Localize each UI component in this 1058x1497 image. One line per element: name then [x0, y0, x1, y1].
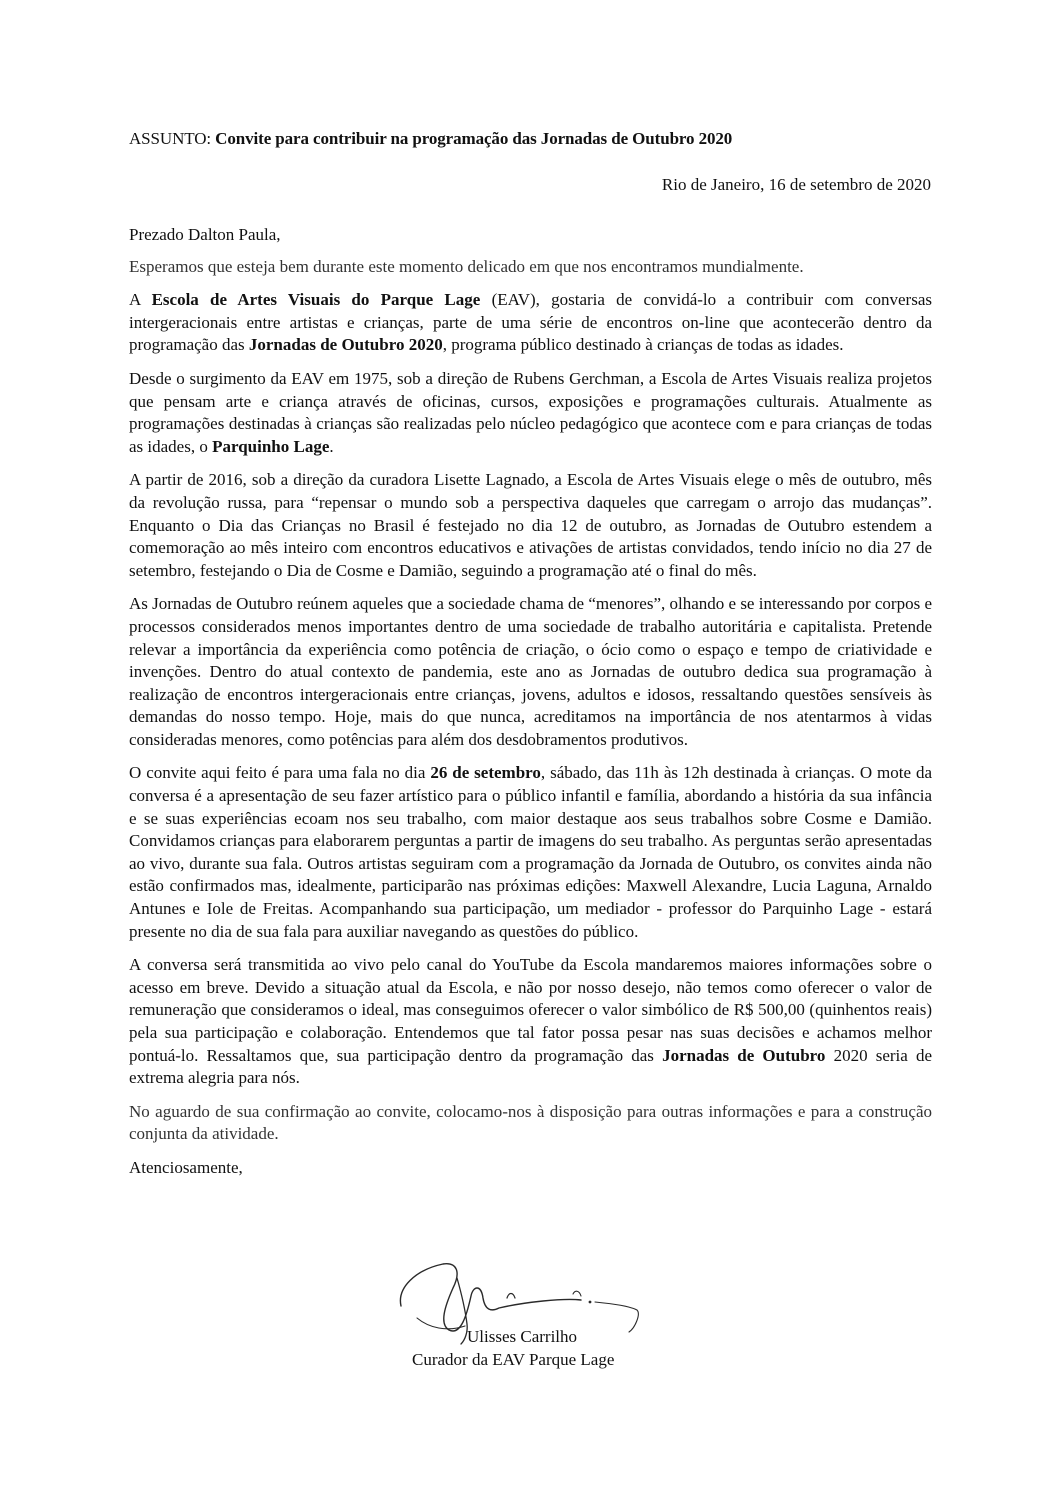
paragraph-2-text-c: (EAV), gostaria de convidá-lo a contribuir com conversas intergeracionais entre artistas e crianças, parte de uma série de encontros on-line que acontecerão dentro da programação das [129, 290, 932, 355]
paragraph-7-text-c: 2020 seria de extrema alegria para nós. [129, 1045, 933, 1088]
paragraph-6-text-c: , sábado, das 11h às 12h destinada à crianças. O mote da conversa é a apresentação de seu fazer artístico para o público infantil e família, abordando a história da sua infância e se suas experiências ecoam nos seu trabalho, com maior destaque aos seus trabalhos sobre Cosme e Damião. Convidamos crianças para elaborarem perguntas a partir de imagens do seu trabalho. As perguntas serão apresentadas ao vivo, durante sua fala. Outros artistas seguiram com a programação da Jornada de Outubro, os convites ainda não estão confirmados mas, idealmente, participarão nas próximas edições: Maxwell Alexandre, Lucia Laguna, Arnaldo Antunes e Iole de Freitas. Acompanhando sua participação, um mediador - professor do Parquinho Lage - estará presente no dia de sua fala para auxiliar navegando as questões do público. [129, 763, 932, 941]
paragraph-2-text-a: A [129, 290, 152, 310]
paragraph-6 [129, 762, 932, 943]
subject-title: Convite para contribuir na programação das Jornadas de Outubro 2020 [215, 129, 733, 148]
paragraph-8: No aguardo de sua confirmação ao convite, colocamo-nos à disposição para outras informações e para a construção conjunta da atividade. [129, 1101, 932, 1144]
paragraph-5: As Jornadas de Outubro reúnem aqueles que a sociedade chama de “menores”, olhando e se interessando por corpos e processos considerados menos importantes dentro de uma sociedade de trabalho autoritária e capitalista. Pretende relevar a importância da experiência como potência de criação, o ócio como o espaço e tempo de criatividade e invenções. Dentro do atual contexto de pandemia, este ano as Jornadas de outubro dedica sua programação à realização de encontros intergeracionais entre crianças, jovens, adultos e idosos, ressaltando questões sensíveis às demandas do nosso tempo. Hoje, mais do que nunca, acreditamos na importância de nos atentarmos à vidas consideradas menores, como potências para além dos desdobramentos produtivos. [129, 594, 932, 749]
paragraph-3-bold-parquinho: Parquinho Lage [212, 436, 330, 456]
signatory-name: Ulisses Carrilho [467, 1327, 578, 1346]
paragraph-2 [129, 289, 932, 357]
subject-prefix: ASSUNTO: [129, 129, 216, 148]
paragraph-2-bold-jornadas: Jornadas de Outubro 2020 [248, 335, 443, 355]
paragraph-7-bold-jornadas: Jornadas de Outubro [662, 1045, 826, 1065]
subject-line [129, 129, 732, 149]
paragraph-6-bold-date: 26 de setembro [430, 763, 541, 783]
signature-block [395, 1258, 655, 1378]
paragraph-7-text-a: A conversa será transmitida ao vivo pelo canal do YouTube da Escola mandaremos maiores informações sobre o acesso em breve. Devido a situação atual da Escola, e não por nosso desejo, não temos como oferecer o valor de remuneração que consideramos o ideal, mas conseguimos oferecer o valor simbólico de R$ 500,00 (quinhentos reais) pela sua participação e colaboração. Entendemos que tal fator possa pesar nas suas decisões e achamos melhor pontuá-lo. Ressaltamos que, sua participação dentro da programação das [129, 955, 932, 1065]
paragraph-7 [129, 954, 932, 1090]
paragraph-3-text-c: . [329, 436, 334, 456]
letter-date: Rio de Janeiro, 16 de setembro de 2020 [661, 175, 931, 194]
letter-body [129, 224, 932, 1191]
paragraph-2-text-e: , programa público destinado à crianças de todas as idades. [442, 335, 844, 355]
paragraph-3-text-a: Desde o surgimento da EAV em 1975, sob a direção de Rubens Gerchman, a Escola de Artes Visuais realiza projetos que pensam arte e criança através de oficinas, cursos, exposições e programações culturais. Atualmente as programações destinadas à crianças são realizadas pelo núcleo pedagógico que acontece com e para crianças de todas as idades, o [129, 368, 932, 456]
paragraph-6-text-a: O convite aqui feito é para uma fala no dia [129, 763, 431, 783]
paragraph-2-bold-school: Escola de Artes Visuais do Parque Lage [151, 290, 481, 310]
closing: Atenciosamente, [129, 1157, 243, 1177]
paragraph-3 [129, 368, 932, 458]
paragraph-1: Esperamos que esteja bem durante este momento delicado em que nos encontramos mundialmente. [129, 256, 804, 276]
signatory-title: Curador da EAV Parque Lage [412, 1350, 615, 1369]
paragraph-4: A partir de 2016, sob a direção da curadora Lisette Lagnado, a Escola de Artes Visuais elege o mês de outubro, mês da revolução russa, para “repensar o mundo sob a perspectiva daqueles que carregam o arrojo das mudanças”. Enquanto o Dia das Crianças no Brasil é festejado no dia 12 de outubro, as Jornadas de Outubro estendem a comemoração ao mês inteiro com encontros educativos e ativações de artistas convidados, tendo início no dia 27 de setembro, festejando o Dia de Cosme e Damião, seguindo a programação até o final do mês. [129, 470, 932, 580]
salutation: Prezado Dalton Paula, [129, 225, 281, 244]
